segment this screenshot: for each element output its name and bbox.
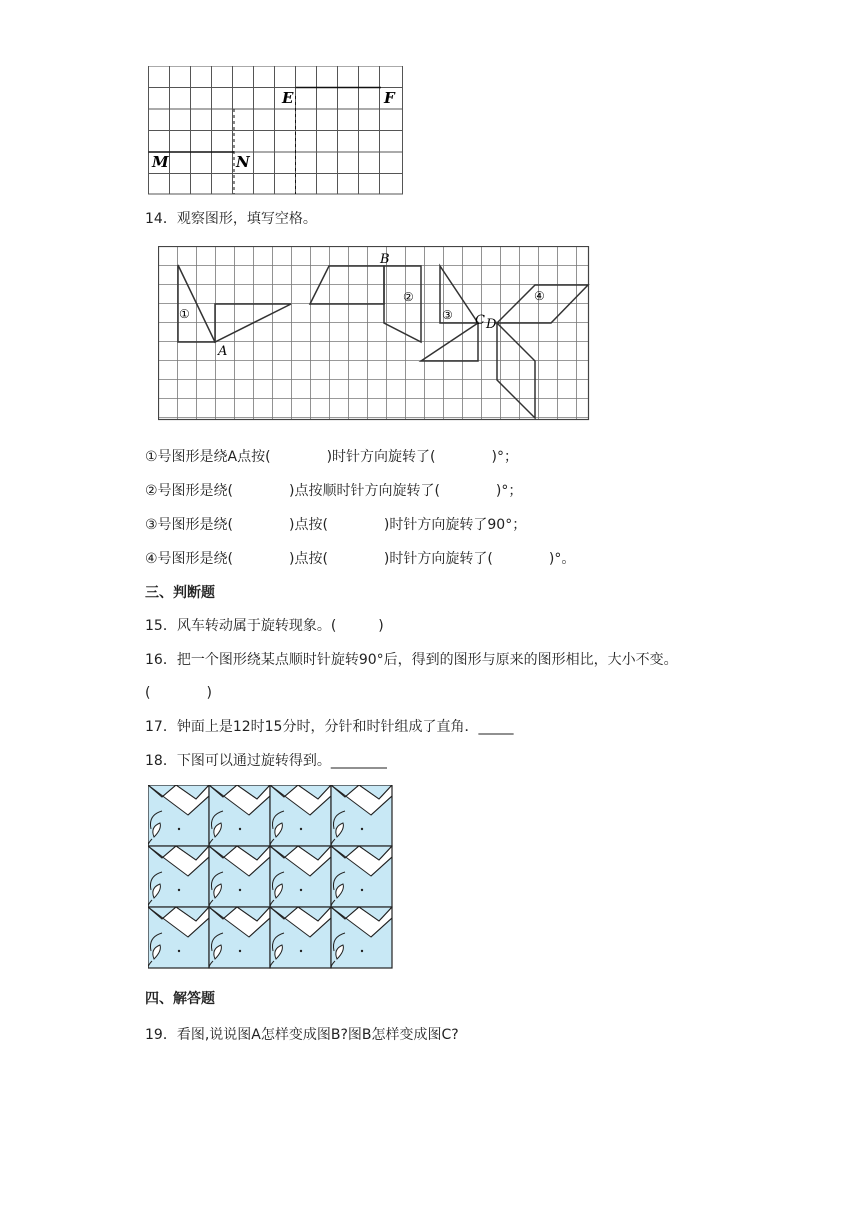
shape-1-rotated <box>215 304 291 342</box>
label-n: N <box>236 153 250 171</box>
pattern-tile <box>331 907 392 968</box>
q16: 16．把一个图形绕某点顺时针旋转90°后，得到的图形与原来的图形相比，大小不变。 <box>145 652 678 668</box>
q14-line-4: ④号图形是绕( )点按( )时针方向旋转了( )°。 <box>145 551 576 567</box>
label-e: E <box>282 89 294 107</box>
rotation-grid-figure <box>158 246 590 422</box>
q14-title: 14．观察图形，填写空格。 <box>145 211 317 227</box>
pattern-tile <box>270 785 331 846</box>
q19: 19．看图,说说图A怎样变成图B?图B怎样变成图C? <box>145 1027 459 1043</box>
q14-line-1: ①号图形是绕A点按( )时针方向旋转了( )°； <box>145 449 518 465</box>
top-grid-figure <box>148 66 404 196</box>
shape-2-rotated <box>384 266 421 342</box>
label-b: B <box>380 252 390 267</box>
pattern-tile <box>148 846 209 907</box>
shape-1-number: ① <box>179 307 190 321</box>
q17: 17．钟面上是12时15分时，分针和时针组成了直角．_____ <box>145 719 514 735</box>
shape-4-number: ④ <box>534 289 545 303</box>
shape-4-rotated <box>497 323 535 418</box>
q18: 18．下图可以通过旋转得到。________ <box>145 753 387 769</box>
shape-2-number: ② <box>403 290 414 304</box>
pattern-tile <box>270 846 331 907</box>
pattern-tile <box>331 785 392 846</box>
pattern-tile <box>148 785 209 846</box>
shape-2-original <box>310 266 384 304</box>
label-a: A <box>218 344 228 359</box>
shape-3-rotated <box>421 323 478 361</box>
label-d: D <box>486 317 497 332</box>
pattern-tile <box>148 907 209 968</box>
pattern-tile <box>331 846 392 907</box>
q14-line-2: ②号图形是绕( )点按顺时针方向旋转了( )°； <box>145 483 523 499</box>
label-c: C <box>475 313 485 328</box>
section-3-heading: 三、判断题 <box>145 585 215 601</box>
pattern-tile <box>270 907 331 968</box>
pattern-tile <box>209 907 270 968</box>
pattern-tile <box>209 846 270 907</box>
shape-3-number: ③ <box>442 308 453 322</box>
section-4-heading: 四、解答题 <box>145 991 215 1007</box>
q15: 15．风车转动属于旋转现象。( ) <box>145 618 384 634</box>
tile-pattern-figure <box>148 785 394 969</box>
label-m: M <box>152 153 169 171</box>
pattern-tile <box>209 785 270 846</box>
q14-line-3: ③号图形是绕( )点按( )时针方向旋转了90°； <box>145 517 527 533</box>
label-f: F <box>384 89 395 107</box>
q16-blank: ( ) <box>145 685 212 701</box>
